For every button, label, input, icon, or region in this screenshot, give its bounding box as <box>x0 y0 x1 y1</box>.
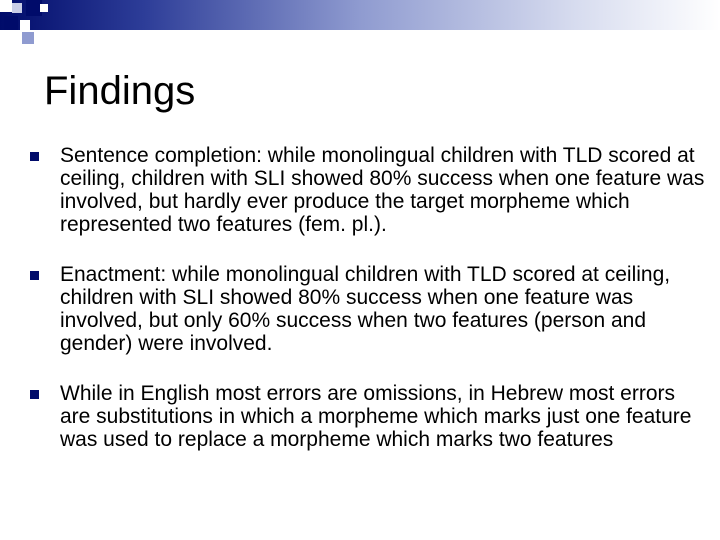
slide-title: Findings <box>44 69 196 113</box>
bullet-text: While in English most errors are omissions, in Hebrew most errors are substitutions in which a morpheme which marks just one feature was used to replace a morpheme which marks two features <box>60 382 692 451</box>
bullet-item-enactment <box>30 263 705 355</box>
square-bullet-icon <box>30 271 39 280</box>
header-gradient-band <box>0 0 720 30</box>
corner-square-6 <box>22 32 34 44</box>
bullet-text: Enactment: while monolingual children with TLD scored at ceiling, children with SLI showed 80% success when one feature was involved, but only 60% success when two features (person and gender) were involved. <box>60 263 671 355</box>
bullet-item-sentence-completion <box>30 144 705 236</box>
corner-square-1 <box>0 0 12 12</box>
bullet-text: Sentence completion: while monolingual children with TLD scored at ceiling, children with SLI showed 80% success when one feature was involved, but hardly ever produce the target morpheme which represented two features (fem. pl.). <box>60 144 705 236</box>
square-bullet-icon <box>30 152 39 161</box>
corner-square-2 <box>12 3 22 13</box>
corner-square-4 <box>4 16 18 30</box>
square-bullet-icon <box>30 390 39 399</box>
bullet-list <box>30 144 705 478</box>
corner-square-5 <box>20 20 30 30</box>
bullet-item-english-hebrew <box>30 382 705 451</box>
corner-decoration <box>0 0 60 50</box>
corner-square-7 <box>40 4 48 12</box>
